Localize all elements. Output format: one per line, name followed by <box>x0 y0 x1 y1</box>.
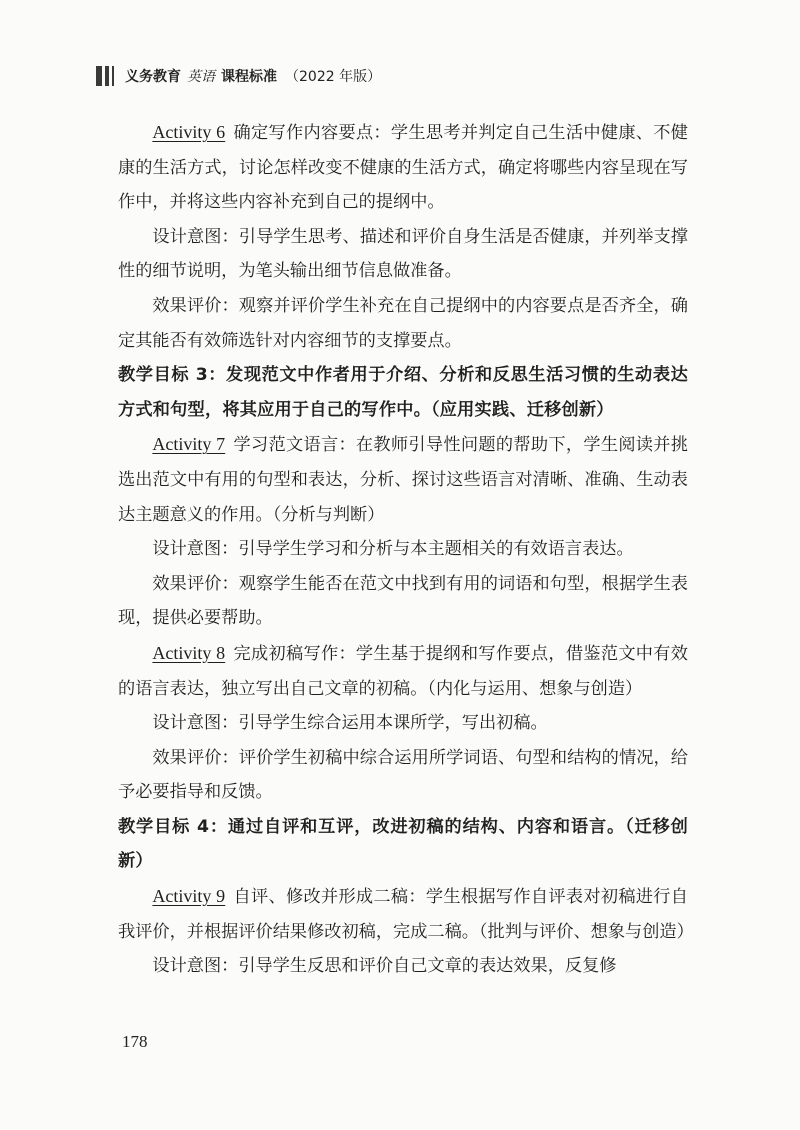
activity-9-text: 自评、修改并形成二稿：学生根据写作自评表对初稿进行自我评价，并根据评价结果修改初稿，完成二稿。（批判与评价、想象与创造） <box>118 887 694 942</box>
header-bars-decoration <box>96 66 117 86</box>
activity-6-text: 确定写作内容要点：学生思考并判定自己生活中健康、不健康的生活方式，讨论怎样改变不健康的生活方式，确定将哪些内容呈现在写作中，并将这些内容补充到自己的提纲中。 <box>118 123 688 213</box>
activity-8-design-intent: 设计意图：引导学生综合运用本课所学，写出初稿。 <box>152 713 548 734</box>
activity-8-tag: Activity 8 <box>152 642 226 663</box>
header-series: 义务教育 <box>125 69 181 85</box>
activity-7-tag: Activity 7 <box>152 434 226 455</box>
activity-9-tag: Activity 9 <box>152 886 226 907</box>
activity-6-tag: Activity 6 <box>152 122 226 142</box>
activity-6-design-intent: 设计意图：引导学生思考、描述和评价自身生活是否健康，并列举支撑性的细节说明，为笔头输出细节信息做准备。 <box>118 226 688 282</box>
running-header <box>96 64 381 88</box>
activity-7-evaluation: 效果评价：观察学生能否在范文中找到有用的词语和句型，根据学生表现，提供必要帮助。 <box>118 573 688 629</box>
activity-7-paragraph <box>118 427 688 532</box>
activity-6-paragraph <box>118 115 688 220</box>
header-subject: 英语 <box>187 69 215 85</box>
activity-8-evaluation: 效果评价：评价学生初稿中综合运用所学词语、句型和结构的情况，给予必要指导和反馈。 <box>118 747 688 803</box>
activity-9-design-intent: 设计意图：引导学生反思和评价自己文章的表达效果，反复修 <box>152 956 617 977</box>
header-edition: （2022 年版） <box>285 69 382 85</box>
header-title: 课程标准 <box>221 69 277 85</box>
activity-8-paragraph <box>118 636 688 706</box>
activity-8-text: 完成初稿写作：学生基于提纲和写作要点，借鉴范文中有效的语言表达，独立写出自己文章的初稿。（内化与运用、想象与创造） <box>118 643 688 699</box>
activity-6-evaluation: 效果评价：观察并评价学生补充在自己提纲中的内容要点是否齐全，确定其能否有效筛选针对内容细节的支撑要点。 <box>118 295 688 351</box>
page-body <box>118 115 694 984</box>
teaching-goal-3: 教学目标 3：发现范文中作者用于介绍、分析和反思生活习惯的生动表达方式和句型，将其应用于自己的写作中。（应用实践、迁移创新） <box>118 365 688 420</box>
activity-7-text: 学习范文语言：在教师引导性问题的帮助下，学生阅读并挑选出范文中有用的句型和表达，分析、探讨这些语言对清晰、准确、生动表达主题意义的作用。（分析与判断） <box>118 435 688 525</box>
page-number: 178 <box>122 1032 148 1051</box>
activity-7-design-intent: 设计意图：引导学生学习和分析与本主题相关的有效语言表达。 <box>152 539 634 560</box>
teaching-goal-4: 教学目标 4：通过自评和互评，改进初稿的结构、内容和语言。（迁移创新） <box>118 816 688 872</box>
activity-9-paragraph <box>118 879 694 949</box>
